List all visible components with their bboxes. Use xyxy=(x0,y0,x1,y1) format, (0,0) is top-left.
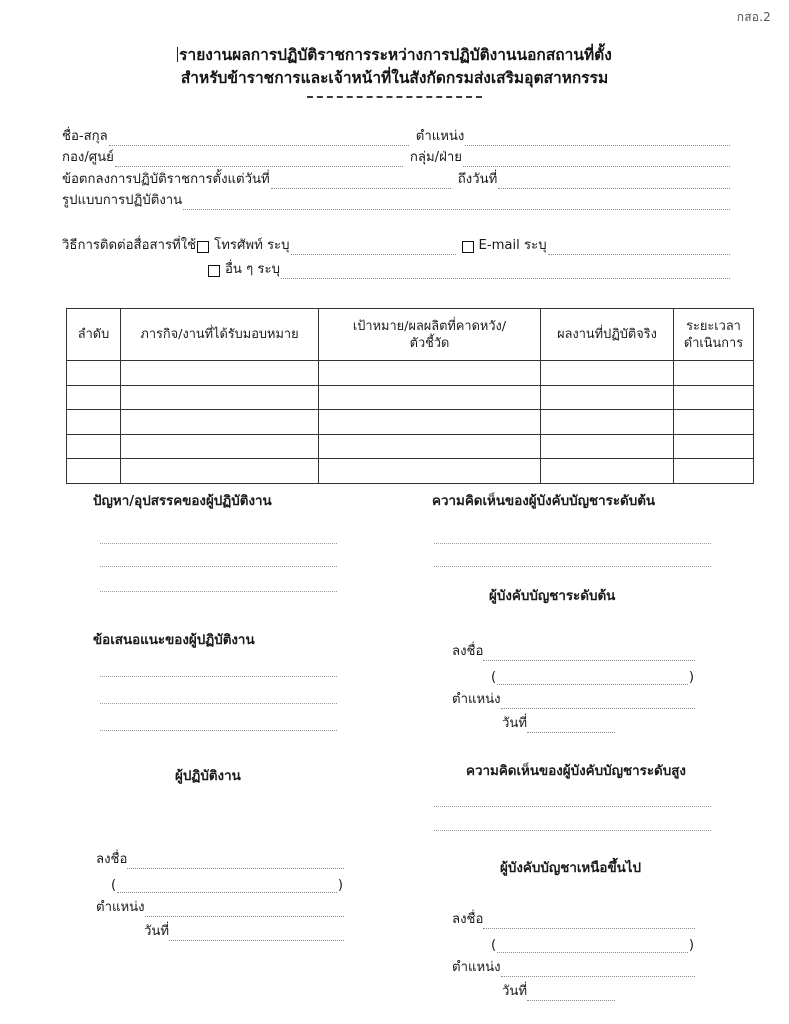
th-task-line1: ภารกิจ/งานที่ได้รับมอบหมาย xyxy=(140,327,299,342)
worker-position-input[interactable] xyxy=(145,904,344,917)
suggestions-line-2[interactable] xyxy=(100,703,337,704)
cell-duration[interactable] xyxy=(674,459,754,484)
cell-order[interactable] xyxy=(67,459,121,484)
senior-date-label: วันที่ xyxy=(502,984,528,999)
worker-name-row xyxy=(96,869,344,893)
supervisor-name-row xyxy=(452,661,695,685)
group-input[interactable] xyxy=(463,154,730,167)
contact-method-block xyxy=(62,231,730,279)
supervisor-paren-close: ) xyxy=(688,670,694,685)
supervisor-position-row xyxy=(452,685,695,709)
division-label: กอง/ศูนย์ xyxy=(62,150,114,165)
work-table xyxy=(66,308,754,484)
table-row[interactable] xyxy=(67,410,754,435)
cell-order[interactable] xyxy=(67,361,121,386)
cell-target[interactable] xyxy=(319,361,541,386)
supervisor-role-heading: ผู้บังคับบัญชาระดับต้น xyxy=(489,589,616,604)
worker-sign-row xyxy=(96,845,344,869)
title-line-1-text: รายงานผลการปฏิบัติราชการระหว่างการปฏิบัติงานนอกสถานที่ตั้ง xyxy=(179,46,612,64)
th-target xyxy=(319,309,541,361)
division-input[interactable] xyxy=(115,154,403,167)
work-table-head xyxy=(67,309,754,361)
worker-position-label: ตำแหน่ง xyxy=(96,900,145,915)
form-code: กสอ.2 xyxy=(736,10,771,24)
email-input[interactable] xyxy=(548,242,730,255)
cell-task[interactable] xyxy=(121,410,319,435)
checkbox-phone[interactable] xyxy=(197,241,209,253)
supervisor-signature-block xyxy=(452,637,695,733)
senior-paren-close: ) xyxy=(688,938,694,953)
cell-task[interactable] xyxy=(121,434,319,459)
senior-sign-label: ลงชื่อ xyxy=(452,912,484,927)
th-order-line1: ลำดับ xyxy=(77,327,110,342)
field-row-division xyxy=(62,146,730,168)
senior-position-input[interactable] xyxy=(501,964,695,977)
table-row[interactable] xyxy=(67,385,754,410)
th-order xyxy=(67,309,121,361)
field-row-name xyxy=(62,124,730,146)
cell-duration[interactable] xyxy=(674,385,754,410)
senior-name-input[interactable] xyxy=(497,940,688,953)
senior-position-label: ตำแหน่ง xyxy=(452,960,501,975)
supervisor-opinion-line-2[interactable] xyxy=(434,566,711,567)
cell-target[interactable] xyxy=(319,459,541,484)
title-line-2: สำหรับข้าราชการและเจ้าหน้าที่ในสังกัดกรมส่งเสริมอุตสาหกรรม xyxy=(180,69,609,87)
senior-date-row xyxy=(452,977,695,1001)
senior-sign-input[interactable] xyxy=(483,916,695,929)
th-duration-line1: ระยะเวลา xyxy=(686,318,741,334)
checkbox-email[interactable] xyxy=(462,241,474,253)
supervisor-date-row xyxy=(452,709,695,733)
cell-task[interactable] xyxy=(121,361,319,386)
title-separator xyxy=(307,96,482,98)
checkbox-other[interactable] xyxy=(208,265,220,277)
supervisor-paren-open: ( xyxy=(491,670,497,685)
supervisor-name-input[interactable] xyxy=(497,672,688,685)
senior-paren-open: ( xyxy=(491,938,497,953)
senior-opinion-line-1[interactable] xyxy=(434,806,711,807)
name-input[interactable] xyxy=(109,133,409,146)
supervisor-date-label: วันที่ xyxy=(502,716,528,731)
senior-opinion-line-2[interactable] xyxy=(434,830,711,831)
position-label: ตำแหน่ง xyxy=(415,128,465,144)
th-target-line1: เป้าหมาย/ผลผลิตที่คาดหวัง/ xyxy=(352,318,507,334)
contact-option-email-label: E-mail ระบุ xyxy=(478,238,547,253)
senior-position-row xyxy=(452,953,695,977)
field-row-agreement xyxy=(62,167,730,189)
th-actual-line1: ผลงานที่ปฏิบัติจริง xyxy=(557,327,657,342)
senior-opinion-heading: ความคิดเห็นของผู้บังคับบัญชาระดับสูง xyxy=(466,764,686,779)
cell-target[interactable] xyxy=(319,434,541,459)
suggestions-line-1[interactable] xyxy=(100,676,337,677)
th-duration xyxy=(674,309,754,361)
problems-line-2[interactable] xyxy=(100,566,337,567)
cell-actual[interactable] xyxy=(541,361,674,386)
contact-option-phone-label: โทรศัพท์ ระบุ xyxy=(214,238,290,253)
supervisor-sign-label: ลงชื่อ xyxy=(452,644,484,659)
title-line-1 xyxy=(0,44,789,67)
phone-input[interactable] xyxy=(291,242,456,255)
supervisor-opinion-heading: ความคิดเห็นของผู้บังคับบัญชาระดับต้น xyxy=(432,494,656,509)
problems-heading: ปัญหา/อุปสรรคของผู้ปฏิบัติงาน xyxy=(93,494,272,509)
table-row[interactable] xyxy=(67,361,754,386)
worker-date-row xyxy=(96,917,344,941)
supervisor-date-input[interactable] xyxy=(527,720,615,733)
work-format-input[interactable] xyxy=(183,197,730,210)
worker-date-label: วันที่ xyxy=(144,924,170,939)
supervisor-sign-input[interactable] xyxy=(483,648,695,661)
other-input[interactable] xyxy=(281,266,730,279)
suggestions-line-3[interactable] xyxy=(100,730,337,731)
work-format-label: รูปแบบการปฏิบัติงาน xyxy=(62,193,183,208)
cell-task[interactable] xyxy=(121,385,319,410)
senior-name-row xyxy=(452,929,695,953)
worker-position-row xyxy=(96,893,344,917)
problems-line-3[interactable] xyxy=(100,591,337,592)
senior-signature-block xyxy=(452,905,695,1001)
document-title xyxy=(0,44,789,98)
supervisor-sign-row xyxy=(452,637,695,661)
supervisor-opinion-line-1[interactable] xyxy=(434,543,711,544)
cell-actual[interactable] xyxy=(541,434,674,459)
senior-role-heading: ผู้บังคับบัญชาเหนือขึ้นไป xyxy=(500,861,642,876)
cell-actual[interactable] xyxy=(541,410,674,435)
cell-task[interactable] xyxy=(121,459,319,484)
field-row-work-format xyxy=(62,189,730,211)
th-actual xyxy=(541,309,674,361)
cell-target[interactable] xyxy=(319,385,541,410)
worker-paren-close: ) xyxy=(337,878,343,893)
contact-heading: วิธีการติดต่อสื่อสารที่ใช้ xyxy=(62,238,197,253)
supervisor-position-input[interactable] xyxy=(501,696,695,709)
cell-order[interactable] xyxy=(67,410,121,435)
agreement-to-label: ถึงวันที่ xyxy=(457,171,498,187)
supervisor-position-label: ตำแหน่ง xyxy=(452,692,501,707)
work-table-wrapper xyxy=(66,308,753,484)
worker-signature-block xyxy=(96,845,344,941)
senior-date-input[interactable] xyxy=(527,988,615,1001)
identity-fields xyxy=(62,124,730,210)
worker-date-input[interactable] xyxy=(169,928,344,941)
cell-order[interactable] xyxy=(67,434,121,459)
suggestions-heading: ข้อเสนอแนะของผู้ปฏิบัติงาน xyxy=(93,633,255,648)
agreement-to-input[interactable] xyxy=(498,176,730,189)
problems-line-1[interactable] xyxy=(100,543,337,544)
cell-order[interactable] xyxy=(67,385,121,410)
contact-row-other xyxy=(62,255,730,279)
worker-sign-input[interactable] xyxy=(127,856,344,869)
th-task xyxy=(121,309,319,361)
cell-actual[interactable] xyxy=(541,385,674,410)
senior-sign-row xyxy=(452,905,695,929)
table-header-row xyxy=(67,309,754,361)
cell-duration[interactable] xyxy=(674,434,754,459)
work-table-body xyxy=(67,361,754,484)
name-label: ชื่อ-สกุล xyxy=(62,128,108,144)
contact-option-other-label: อื่น ๆ ระบุ xyxy=(225,262,280,277)
table-row[interactable] xyxy=(67,459,754,484)
contact-row-primary xyxy=(62,231,730,255)
agreement-from-label: ข้อตกลงการปฏิบัติราชการตั้งแต่วันที่ xyxy=(62,171,270,187)
cell-target[interactable] xyxy=(319,410,541,435)
cell-actual[interactable] xyxy=(541,459,674,484)
table-row[interactable] xyxy=(67,434,754,459)
worker-sign-label: ลงชื่อ xyxy=(96,852,128,867)
group-label: กลุ่ม/ฝ่าย xyxy=(409,150,462,165)
th-target-line2: ตัวชี้วัด xyxy=(409,335,450,351)
position-input[interactable] xyxy=(465,133,730,146)
agreement-from-input[interactable] xyxy=(271,176,451,189)
cell-duration[interactable] xyxy=(674,410,754,435)
th-duration-line2: ดำเนินการ xyxy=(683,335,744,351)
worker-role-heading: ผู้ปฏิบัติงาน xyxy=(175,769,241,784)
cell-duration[interactable] xyxy=(674,361,754,386)
worker-paren-open: ( xyxy=(111,878,117,893)
worker-name-input[interactable] xyxy=(117,880,337,893)
